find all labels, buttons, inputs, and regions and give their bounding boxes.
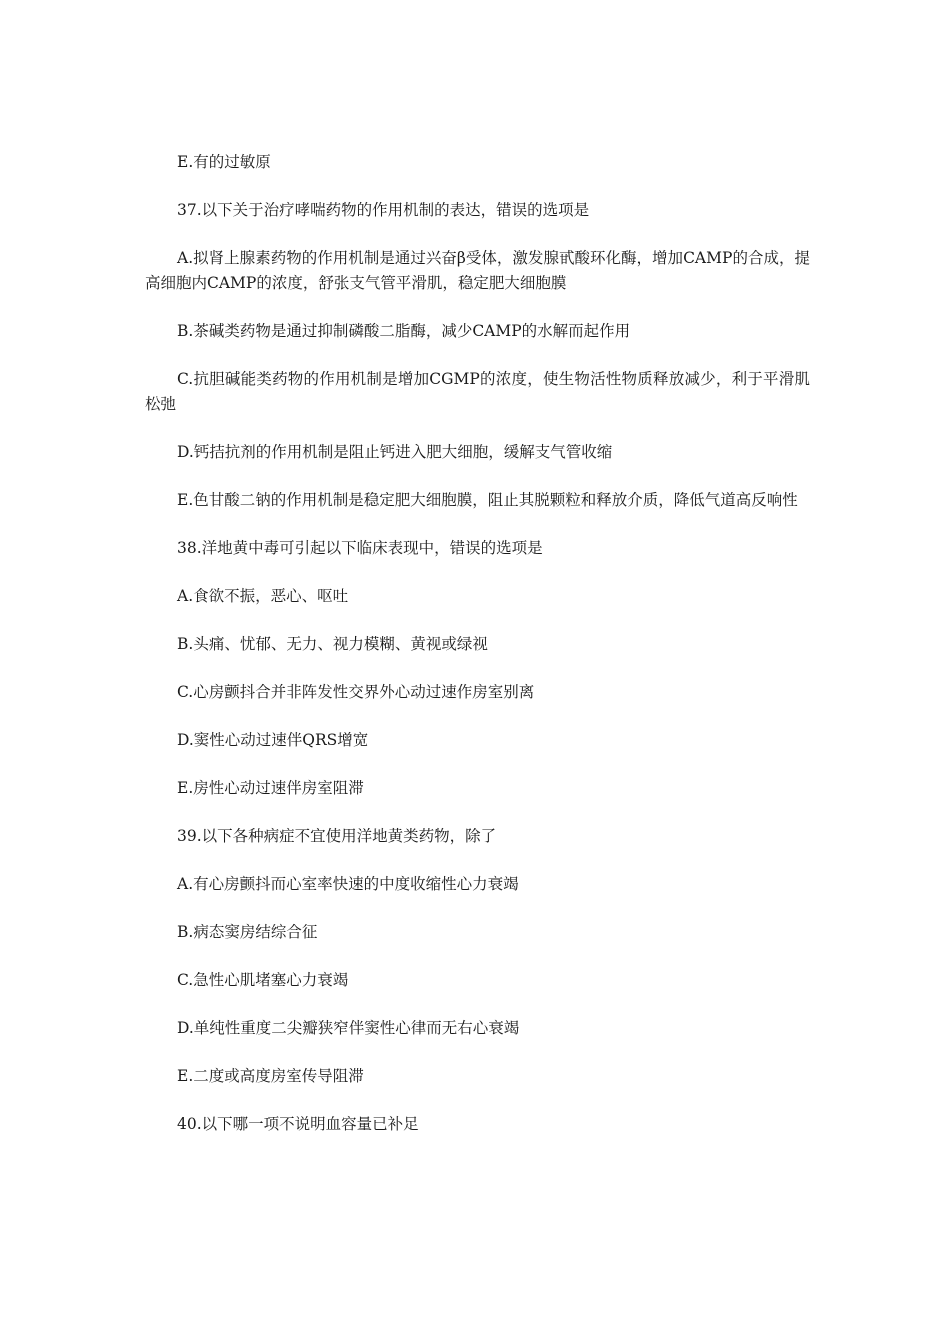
question-38: 38.洋地黄中毒可引起以下临床表现中，错误的选项是 (177, 539, 543, 557)
answer-option: C.抗胆碱能类药物的作用机制是增加CGMP的浓度，使生物活性物质释放减少，利于平滑肌松弛 (145, 370, 810, 413)
question-39: 39.以下各种病症不宜使用洋地黄类药物，除了 (177, 827, 497, 845)
answer-option: B.头痛、忧郁、无力、视力模糊、黄视或绿视 (177, 635, 488, 653)
question-40: 40.以下哪一项不说明血容量已补足 (177, 1115, 419, 1133)
answer-option: C.急性心肌堵塞心力衰竭 (177, 971, 349, 989)
answer-option: B.茶碱类药物是通过抑制磷酸二脂酶，减少CAMP的水解而起作用 (177, 322, 631, 340)
document-body (145, 150, 810, 1160)
answer-option: A.食欲不振，恶心、呕吐 (177, 587, 349, 605)
answer-option: D.单纯性重度二尖瓣狭窄伴窦性心律而无右心衰竭 (177, 1019, 520, 1037)
answer-option: C.心房颤抖合并非阵发性交界外心动过速作房室别离 (177, 683, 535, 701)
answer-option: B.病态窦房结综合征 (177, 923, 318, 941)
answer-option: E.二度或高度房室传导阻滞 (177, 1067, 364, 1085)
answer-option: A.有心房颤抖而心室率快速的中度收缩性心力衰竭 (177, 875, 519, 893)
answer-option: E.有的过敏原 (177, 153, 271, 171)
answer-option: E.色甘酸二钠的作用机制是稳定肥大细胞膜，阻止其脱颗粒和释放介质，降低气道高反响性 (177, 491, 798, 509)
answer-option: D.钙拮抗剂的作用机制是阻止钙进入肥大细胞，缓解支气管收缩 (177, 443, 613, 461)
answer-option: D.窦性心动过速伴QRS增宽 (177, 731, 369, 749)
answer-option: E.房性心动过速伴房室阻滞 (177, 779, 364, 797)
question-37: 37.以下关于治疗哮喘药物的作用机制的表达，错误的选项是 (177, 201, 590, 219)
answer-option: A.拟肾上腺素药物的作用机制是通过兴奋β受体，激发腺甙酸环化酶，增加CAMP的合成，提高细胞内CAMP的浓度，舒张支气管平滑肌，稳定肥大细胞膜 (145, 249, 811, 292)
